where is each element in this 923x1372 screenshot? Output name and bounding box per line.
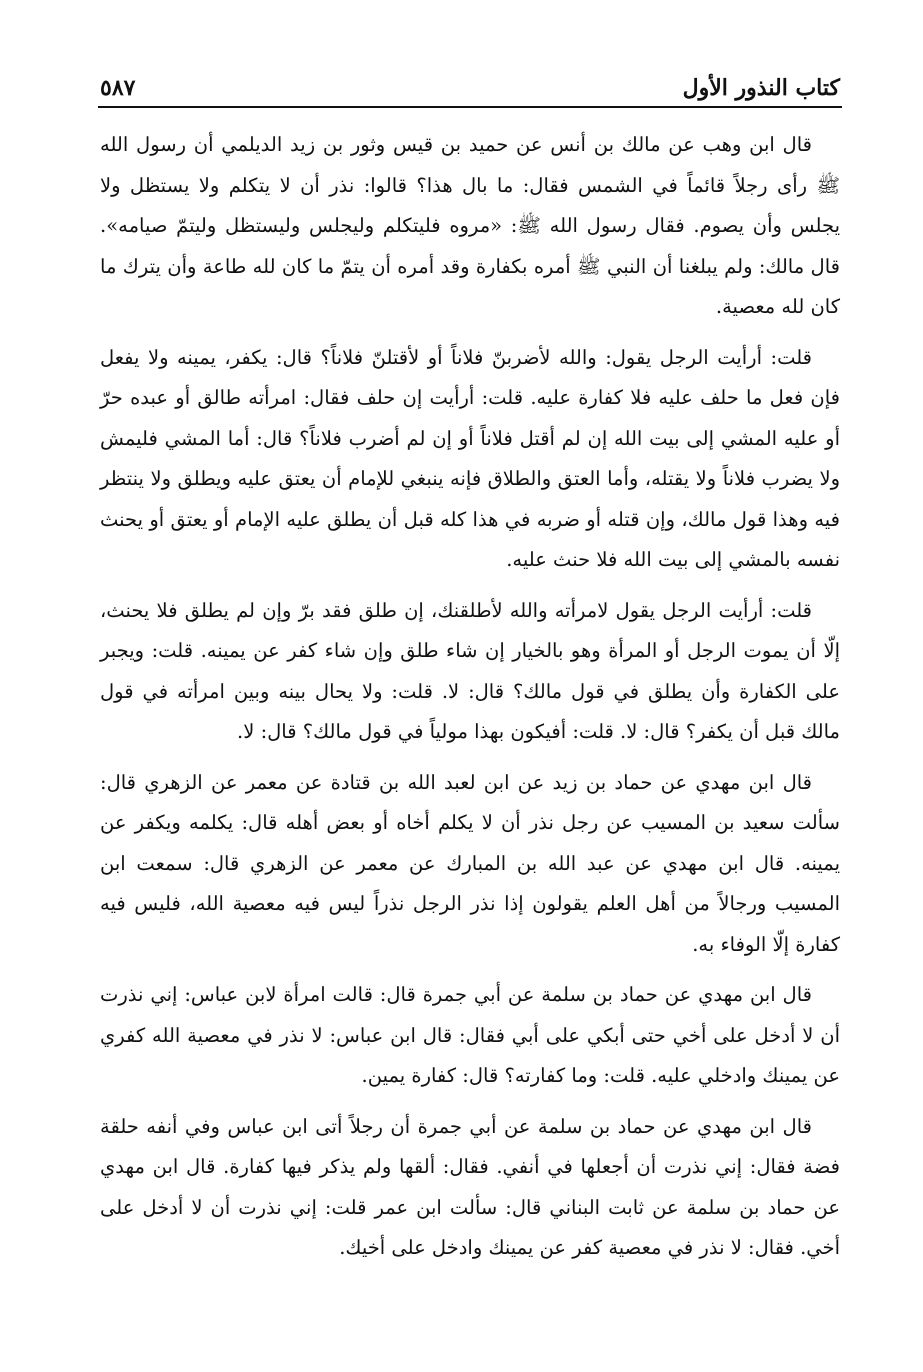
header-divider — [98, 106, 842, 108]
page-body — [100, 125, 840, 1279]
paragraph: قلت: أرأيت الرجل يقول: والله لأضربنّ فلاناً أو لأقتلنّ فلاناً؟ قال: يكفر، يمينه ولا يفعل فإن فعل ما حلف عليه فلا كفارة عليه. قلت: أرأيت إن حلف فقال: امرأته طالق أو عبده حرّ أو عليه المشي إلى بيت الله إن لم أقتل فلاناً أو إن لم أضرب فلاناً؟ قال: أما المشي فليمش ولا يضرب فلاناً ولا يقتله، وأما العتق والطلاق فإنه ينبغي للإمام أن يعتق عليه ويطلق ولا ينتظر فيه وهذا قول مالك، وإن قتله أو ضربه في هذا كله قبل أن يطلق عليه الإمام أو يعتق أو يحنث نفسه بالمشي إلى بيت الله فلا حنث عليه. — [100, 345, 840, 571]
page-header — [100, 70, 840, 106]
paragraph: قال ابن وهب عن مالك بن أنس عن حميد بن قيس وثور بن زيد الديلمي أن رسول الله ﷺ رأى رجلاً قائماً في الشمس فقال: ما بال هذا؟ قالوا: نذر أن لا يتكلم ولا يستظل ولا يجلس وأن يصوم. فقال رسول الله ﷺ: «مروه فليتكلم وليجلس وليستظل وليتمّ صيامه». قال مالك: ولم يبلغنا أن النبي ﷺ أمره بكفارة وقد أمره أن يتمّ ما كان لله طاعة وأن يترك ما كان لله معصية. — [100, 133, 840, 318]
paragraph: قال ابن مهدي عن حماد بن سلمة عن أبي جمرة قال: قالت امرأة لابن عباس: إني نذرت أن لا أدخل على أخي حتى أبكي على أبي فقال: قال ابن عباس: لا نذر في معصية الله كفري عن يمينك وادخلي عليه. قلت: وما كفارته؟ قال: كفارة يمين. — [100, 983, 840, 1087]
paragraph: قال ابن مهدي عن حماد بن سلمة عن أبي جمرة أن رجلاً أتى ابن عباس وفي أنفه حلقة فضة فقال: إني نذرت أن أجعلها في أنفي. فقال: ألقها ولم يذكر فيها كفارة. قال ابن مهدي عن حماد بن سلمة عن ثابت البناني قال: سألت ابن عمر قلت: إني نذرت أن لا أدخل على أخي. فقال: لا نذر في معصية كفر عن يمينك وادخل على أخيك. — [100, 1114, 840, 1259]
paragraph: قال ابن مهدي عن حماد بن زيد عن ابن لعبد الله بن قتادة عن معمر عن الزهري قال: سألت سعيد بن المسيب عن رجل نذر أن لا يكلم أخاه أو بعض أهله قال: يكلمه ويكفر عن يمينه. قال ابن مهدي عن عبد الله بن المبارك عن معمر عن الزهري قال: سمعت ابن المسيب ورجالاً من أهل العلم يقولون إذا نذر الرجل نذراً ليس فيه معصية الله، فليس فيه كفارة إلّا الوفاء به. — [100, 770, 840, 956]
page-number: ٥٨٧ — [100, 75, 136, 101]
chapter-title: كتاب النذور الأول — [682, 75, 840, 101]
paragraph: قلت: أرأيت الرجل يقول لامرأته والله لأطلقنك، إن طلق فقد برّ وإن لم يطلق فلا يحنث، إلّا أن يموت الرجل أو المرأة وهو بالخيار إن شاء طلق وإن شاء كفر عن يمينه. قلت: ويجبر على الكفارة وأن يطلق في قول مالك؟ قال: لا. قلت: ولا يحال بينه وبين امرأته في قول مالك قبل أن يكفر؟ قال: لا. قلت: أفيكون بهذا مولياً في قول مالك؟ قال: لا. — [100, 598, 840, 743]
